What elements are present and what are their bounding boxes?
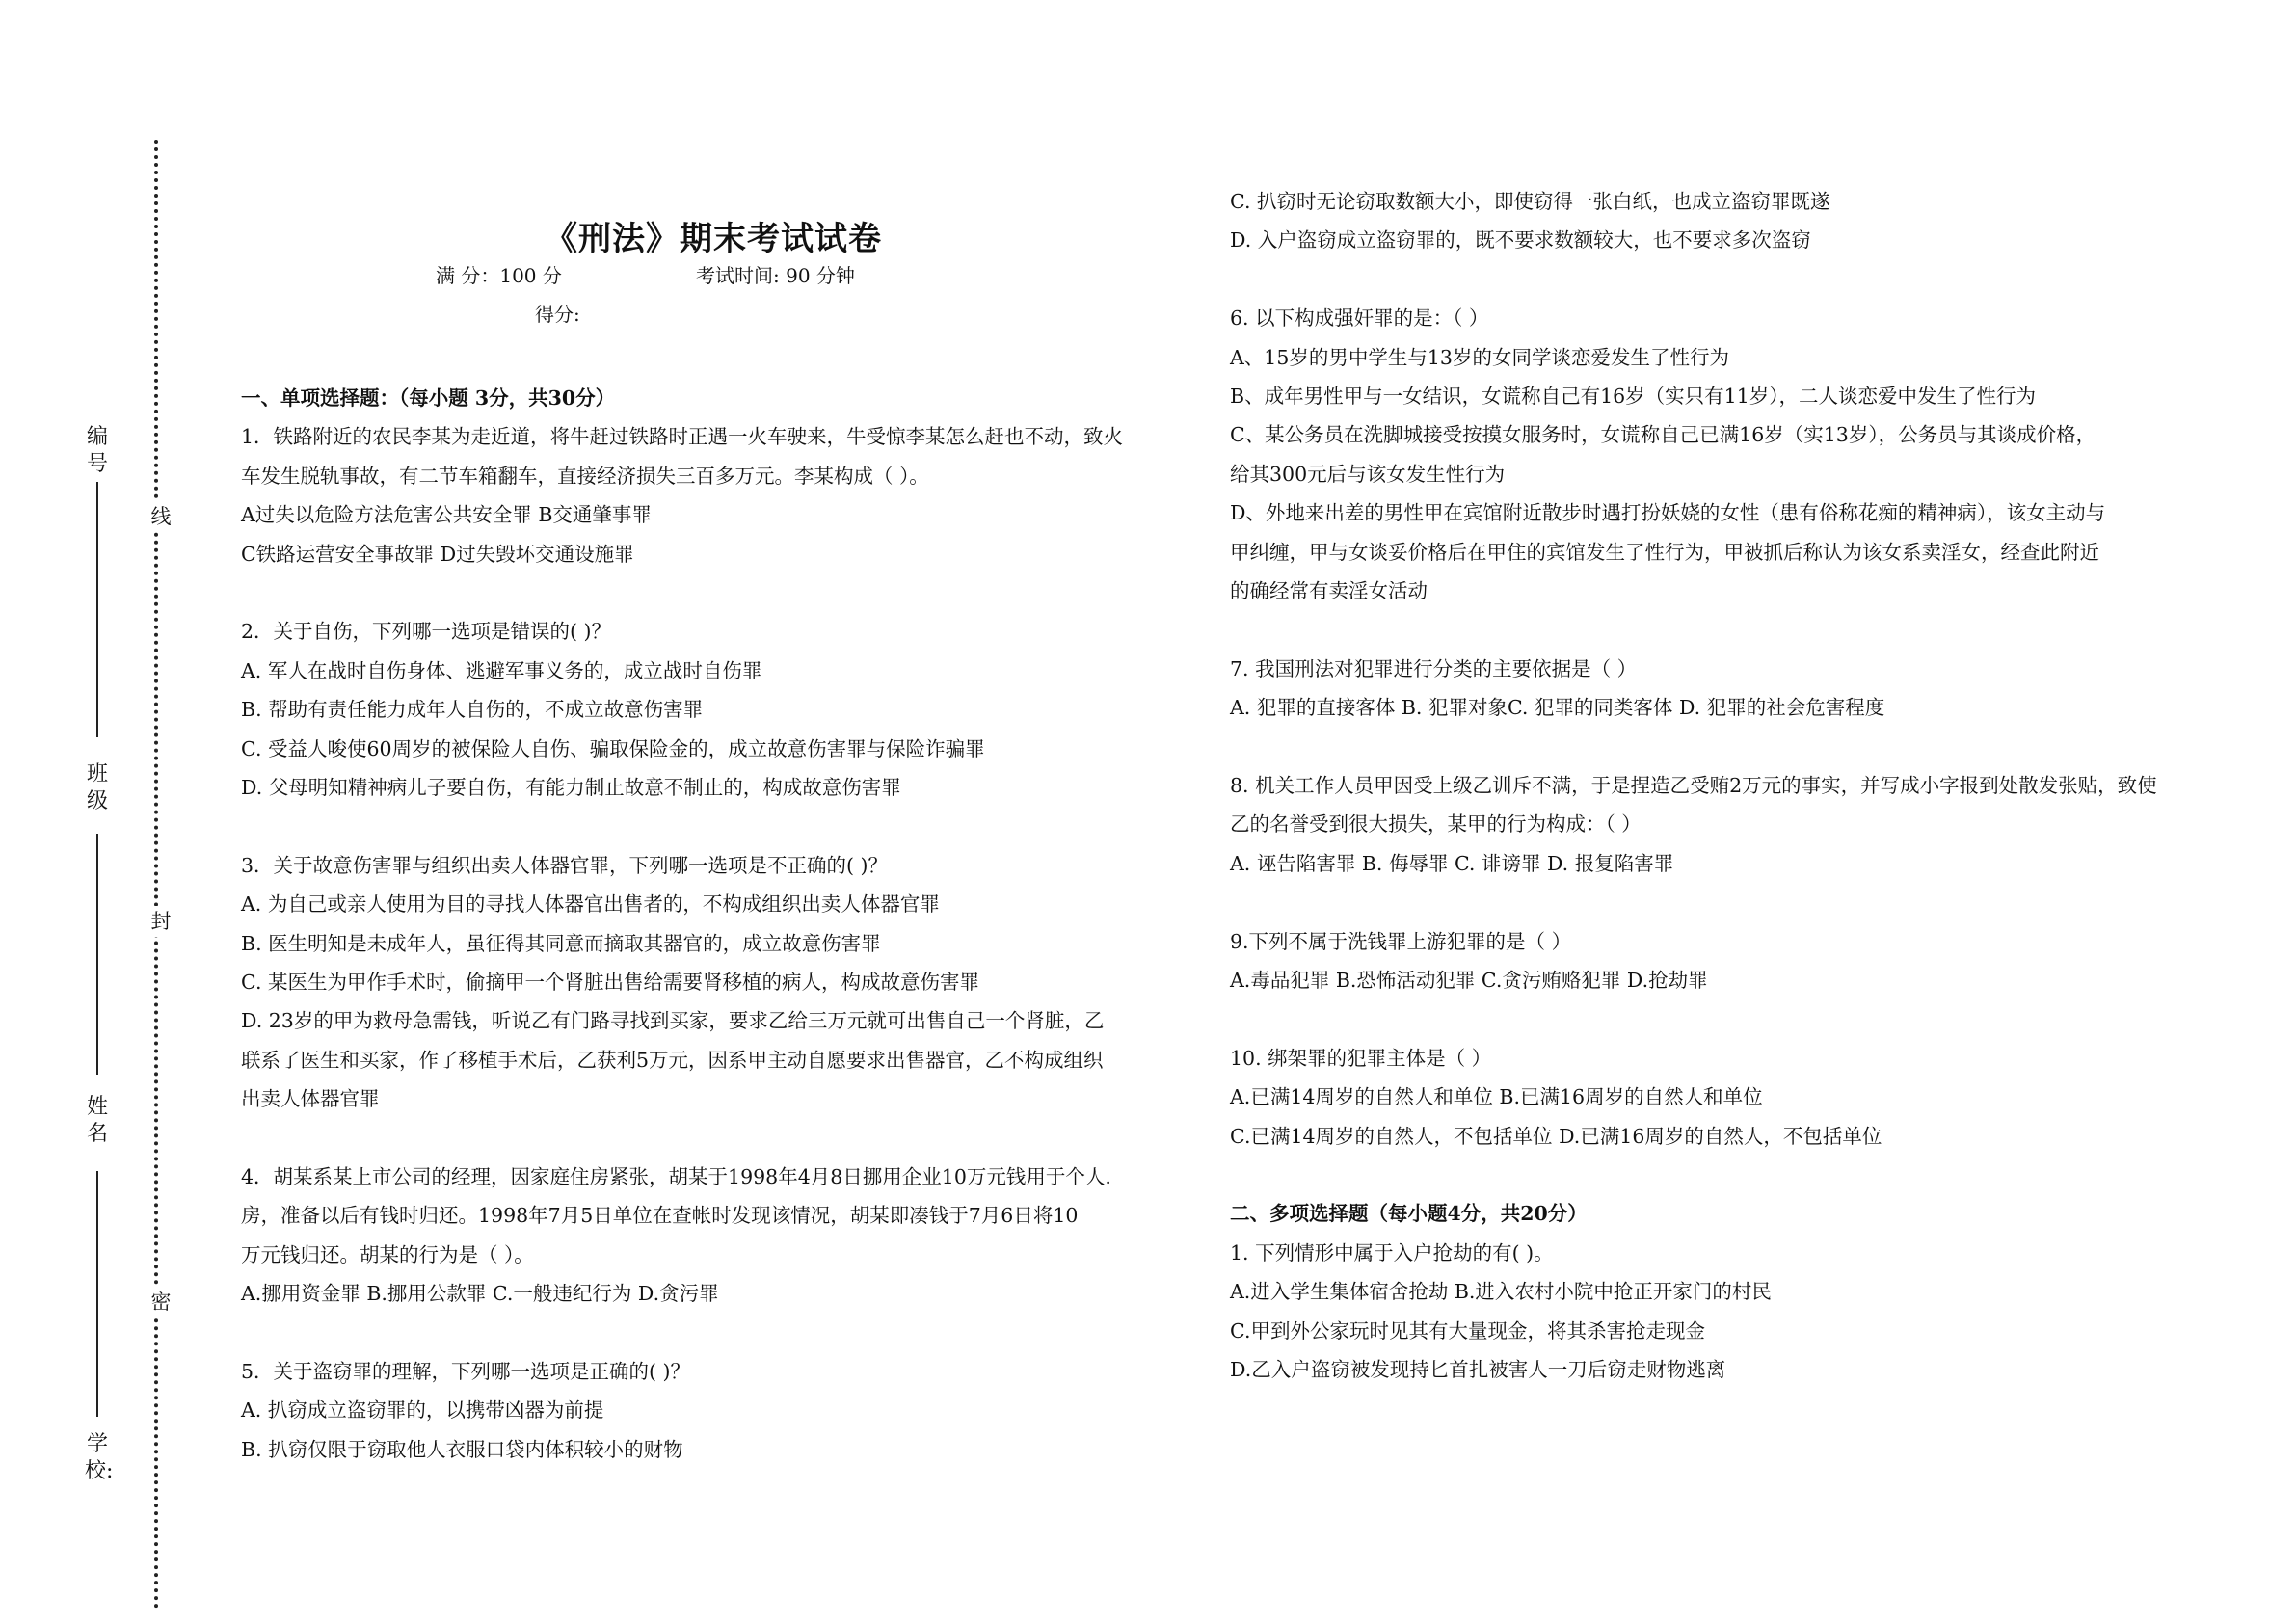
question-line: 出卖人体器官罪: [241, 1087, 380, 1111]
section-heading: 一、单项选择题：（每小题 3分，共30分）: [241, 386, 616, 410]
name-field-line: [96, 1171, 98, 1417]
seal-mark-secret: 密: [149, 1287, 173, 1318]
score-label: 得分:: [535, 303, 580, 326]
question-line: B. 扒窃仅限于窃取他人衣服口袋内体积较小的财物: [241, 1437, 683, 1461]
question-line: A. 军人在战时自伤身体、逃避军事义务的，成立战时自伤罪: [241, 658, 762, 682]
question-line: D.乙入户盗窃被发现持匕首扎被害人一刀后窃走财物逃离: [1230, 1358, 1726, 1381]
question-line: 房，准备以后有钱时归还。1998年7月5日单位在查帐时发现该情况，胡某即凑钱于7月6日将10: [241, 1204, 1079, 1228]
question-line: 3．关于故意伤害罪与组织出卖人体器官罪，下列哪一选项是不正确的( )？: [241, 853, 889, 877]
label-class: 班级: [86, 762, 108, 813]
binding-margin: [0, 0, 193, 1624]
question-line: A. 扒窃成立盗窃罪的，以携带凶器为前提: [241, 1398, 604, 1423]
page-title: 《刑法》期末考试试卷: [545, 220, 882, 258]
full-score: 满 分：100 分: [436, 264, 562, 287]
question-line: 联系了医生和买家，作了移植手术后，乙获利5万元，因系甲主动自愿要求出售器官，乙不构成组织: [241, 1048, 1104, 1072]
question-line: B. 医生明知是未成年人，虽征得其同意而摘取其器官的，成立故意伤害罪: [241, 931, 881, 955]
question-line: D. 入户盗窃成立盗窃罪的，既不要求数额较大，也不要求多次盗窃: [1230, 228, 1811, 253]
binding-dotted-line: [154, 140, 158, 1610]
question-line: 的确经常有卖淫女活动: [1230, 579, 1428, 602]
question-line: D、外地来出差的男性甲在宾馆附近散步时遇打扮妖娆的女性（患有俗称花痴的精神病），该女主动与: [1230, 501, 2106, 525]
question-line: 车发生脱轨事故，有二节车箱翻车，直接经济损失三百多万元。李某构成（ ）。: [241, 464, 929, 488]
question-line: C.已满14周岁的自然人，不包括单位 D.已满16周岁的自然人，不包括单位: [1230, 1124, 1882, 1148]
label-number: 编号: [86, 425, 108, 476]
section-heading: 二、多项选择题（每小题4分，共20分）: [1230, 1202, 1588, 1226]
seal-mark-seal: 封: [149, 906, 173, 937]
question-line: C、某公务员在洗脚城接受按摸女服务时，女谎称自己已满16岁（实13岁），公务员与其谈成价格，: [1230, 423, 2096, 447]
question-line: A. 犯罪的直接客体 B. 犯罪对象C. 犯罪的同类客体 D. 犯罪的社会危害程度: [1230, 696, 1885, 720]
question-line: C. 某医生为甲作手术时，偷摘甲一个肾脏出售给需要肾移植的病人，构成故意伤害罪: [241, 971, 979, 994]
question-line: 5．关于盗窃罪的理解，下列哪一选项是正确的( )？: [241, 1360, 691, 1383]
label-school: 学校:: [85, 1432, 114, 1483]
question-line: 4．胡某系某上市公司的经理，因家庭住房紧张，胡某于1998年4月8日挪用企业10万元钱用于个人.: [241, 1165, 1111, 1188]
question-line: A.挪用资金罪 B.挪用公款罪 C.一般违纪行为 D.贪污罪: [241, 1282, 719, 1306]
question-line: 10. 绑架罪的犯罪主体是（ ）: [1230, 1046, 1492, 1070]
question-line: D. 父母明知精神病儿子要自伤，有能力制止故意不制止的，构成故意伤害罪: [241, 776, 901, 799]
question-line: 1. 下列情形中属于入户抢劫的有( )。: [1230, 1240, 1554, 1265]
question-line: C. 扒窃时无论窃取数额大小，即使窃得一张白纸，也成立盗窃罪既遂: [1230, 190, 1830, 213]
question-line: D. 23岁的甲为救母急需钱，听说乙有门路寻找到买家，要求乙给三万元就可出售自己一个肾脏，乙: [241, 1009, 1105, 1033]
question-line: 9.下列不属于洗钱罪上游犯罪的是（ ）: [1230, 929, 1572, 953]
question-line: 乙的名誉受到很大损失，某甲的行为构成：（ ）: [1230, 812, 1642, 837]
question-line: A. 为自己或亲人使用为目的寻找人体器官出售者的，不构成组织出卖人体器官罪: [241, 892, 940, 917]
question-line: 甲纠缠，甲与女谈妥价格后在甲住的宾馆发生了性行为，甲被抓后称认为该女系卖淫女，经查此附近: [1230, 540, 2099, 564]
question-line: A.毒品犯罪 B.恐怖活动犯罪 C.贪污贿赂犯罪 D.抢劫罪: [1230, 969, 1708, 992]
seal-mark-line: 线: [149, 501, 173, 532]
number-field-line: [96, 482, 98, 737]
label-name: 姓名: [86, 1095, 108, 1146]
question-line: C. 受益人唆使60周岁的被保险人自伤、骗取保险金的，成立故意伤害罪与保险诈骗罪: [241, 736, 985, 760]
question-line: A.已满14周岁的自然人和单位 B.已满16周岁的自然人和单位: [1230, 1085, 1763, 1109]
question-line: 1．铁路附近的农民李某为走近道，将牛赶过铁路时正遇一火车驶来，牛受惊李某怎么赶也不动，致火: [241, 425, 1124, 449]
question-line: 万元钱归还。胡某的行为是（ ）。: [241, 1242, 534, 1266]
question-line: A.进入学生集体宿舍抢劫 B.进入农村小院中抢正开家门的村民: [1230, 1280, 1772, 1304]
question-line: A过失以危险方法危害公共安全罪 B交通肇事罪: [241, 503, 652, 527]
question-line: 8. 机关工作人员甲因受上级乙训斥不满，于是捏造乙受贿2万元的事实，并写成小字报到处散发张贴，致使: [1230, 774, 2157, 797]
question-line: 6. 以下构成强奸罪的是：（ ）: [1230, 306, 1489, 331]
question-line: C.甲到外公家玩时见其有大量现金，将其杀害抢走现金: [1230, 1318, 1705, 1343]
question-line: 7. 我国刑法对犯罪进行分类的主要依据是（ ）: [1230, 656, 1638, 680]
question-line: B. 帮助有责任能力成年人自伤的，不成立故意伤害罪: [241, 698, 704, 722]
question-line: C铁路运营安全事故罪 D过失毁坏交通设施罪: [241, 542, 634, 566]
question-line: A. 诬告陷害罪 B. 侮辱罪 C. 诽谤罪 D. 报复陷害罪: [1230, 851, 1674, 875]
exam-time: 考试时间: 90 分钟: [696, 264, 855, 287]
question-line: B、成年男性甲与一女结识，女谎称自己有16岁（实只有11岁），二人谈恋爱中发生了性行为: [1230, 385, 2036, 408]
question-line: 给其300元后与该女发生性行为: [1230, 462, 1506, 486]
class-field-line: [96, 834, 98, 1075]
question-line: A、15岁的男中学生与13岁的女同学谈恋爱发生了性行为: [1230, 345, 1729, 369]
question-line: 2．关于自伤，下列哪一选项是错误的( )？: [241, 620, 612, 644]
